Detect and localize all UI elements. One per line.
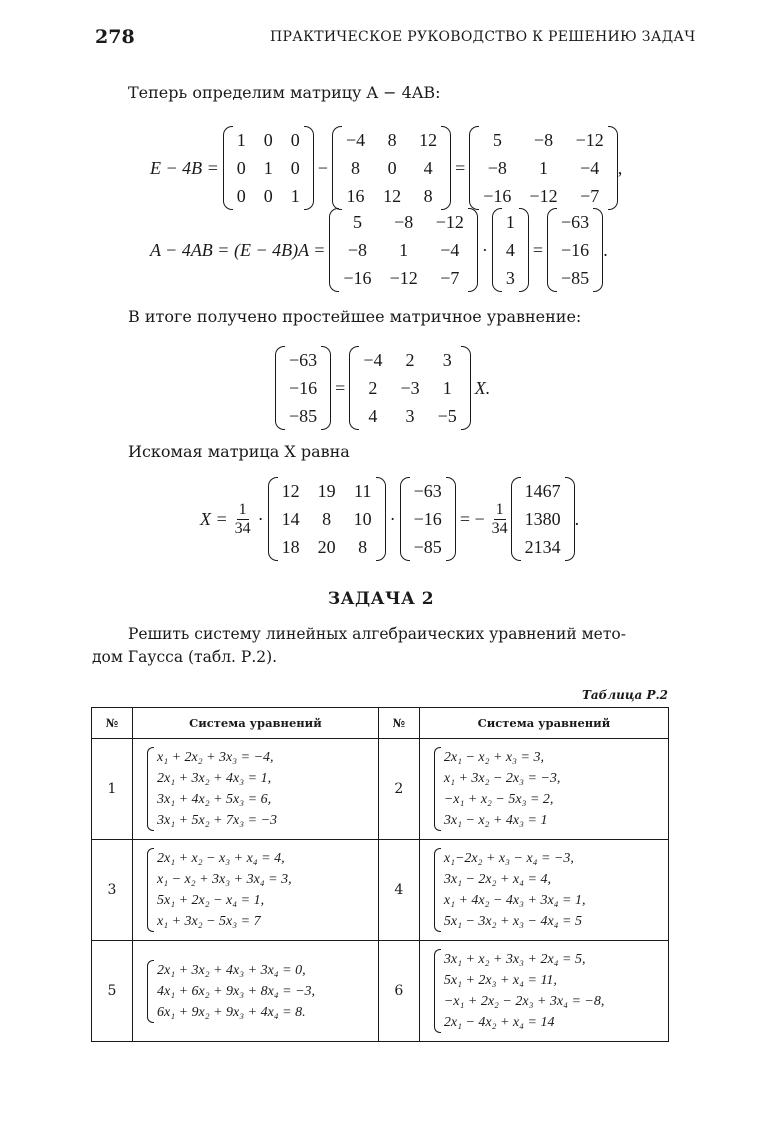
equation-line: 2x₁ + x₂ − x₃ + x₄ = 4,: [157, 851, 285, 866]
matrix-cell: 4: [368, 406, 378, 426]
row-number: 4: [378, 840, 419, 941]
matrix-cell: −4: [440, 240, 460, 260]
matrix-cell: −16: [343, 268, 372, 288]
matrix-cell: 8: [387, 130, 397, 150]
matrix-cell: 1: [290, 186, 300, 206]
matrix-cell: 12: [281, 481, 300, 501]
matrix-cell: 14: [281, 509, 300, 529]
matrix-cell: 1380: [524, 509, 561, 529]
matrix-e-minus-4b: [469, 126, 617, 210]
table-caption: Таблица Р.2: [581, 688, 668, 702]
equation-line: x₁ + 4x₂ − 4x₃ + 3x₄ = 1,: [443, 893, 586, 908]
equation-line: 4x₁ + 6x₂ + 9x₃ + 8x₄ = −3,: [157, 983, 316, 999]
equation-line: −x₁ + 2x₂ − 2x₃ + 3x₄ = −8,: [443, 994, 605, 1009]
matrix-cell: 1: [539, 158, 548, 178]
matrix-cell: 8: [351, 158, 361, 178]
matrix-cell: 12: [419, 130, 438, 150]
matrix-cell: −12: [435, 212, 464, 232]
eq1-tail: ,: [617, 157, 623, 178]
eq4-lhs: X =: [200, 508, 228, 529]
intro-text: Теперь определим матрицу A − 4AB:: [128, 83, 441, 102]
matrix-cell: 2: [405, 350, 415, 370]
matrix-coefficients: [349, 346, 470, 430]
matrix-cell: −85: [289, 406, 318, 426]
vector-x-result: [511, 477, 575, 561]
matrix-cell: −63: [413, 481, 442, 501]
task-text-line-2: дом Гаусса (табл. Р.2).: [92, 648, 278, 666]
col-num-1: №: [92, 708, 133, 739]
matrix-cell: −16: [413, 509, 442, 529]
row-number: 2: [378, 739, 419, 840]
equation-line: 3x₁ − 2x₂ + x₄ = 4,: [443, 872, 551, 887]
seek-text: Искомая матрица X равна: [128, 442, 350, 461]
eq3-equals: =: [335, 377, 346, 398]
matrix-cell: 0: [387, 158, 397, 178]
matrix-cell: −63: [561, 212, 590, 232]
eq3-tail: X.: [474, 377, 491, 398]
eq4-dot: ·: [257, 508, 264, 529]
eq2-dot: ·: [481, 239, 488, 260]
matrix-cell: 16: [346, 186, 365, 206]
matrix-cell: 20: [317, 537, 336, 557]
matrix-cell: −85: [413, 537, 442, 557]
matrix-cell: 10: [353, 509, 372, 529]
vector-result-a: [547, 208, 603, 292]
table-row: [92, 840, 669, 941]
matrix-cell: 5: [352, 212, 362, 232]
table-row: [92, 941, 669, 1042]
matrix-cell: 5: [492, 130, 502, 150]
fraction-1-34: $\frac{1}{34}$: [234, 500, 251, 537]
col-num-2: №: [378, 708, 419, 739]
matrix-cell: 0: [290, 130, 300, 150]
systems-table: [91, 707, 669, 1042]
matrix-cell: −12: [575, 130, 604, 150]
matrix-cell: 3: [405, 406, 415, 426]
fraction-1-34-second: $\frac{1}{34}$: [491, 500, 508, 537]
table-row: [92, 739, 669, 840]
system-cell: [133, 739, 379, 840]
matrix-cell: −5: [437, 406, 457, 426]
matrix-cell: 0: [263, 186, 273, 206]
eq2-tail: .: [603, 239, 608, 260]
task-title: ЗАДАЧА 2: [327, 589, 435, 609]
eq1-equals: =: [455, 157, 466, 178]
matrix-cell: −12: [529, 186, 558, 206]
matrix-cell: −16: [483, 186, 512, 206]
eq4-dot2: ·: [389, 508, 396, 529]
matrix-cell: 8: [423, 186, 433, 206]
matrix-cell: 8: [322, 509, 332, 529]
system-cell: [419, 941, 668, 1042]
matrix-cell: 3: [505, 268, 515, 288]
matrix-identity: [223, 126, 314, 210]
equation-line: 2x₁ + 3x₂ + 4x₃ = 1,: [157, 771, 272, 786]
eq4-equals: = −: [459, 508, 485, 529]
matrix-cell: 2134: [524, 537, 561, 557]
table-header-row: [92, 708, 669, 739]
running-header: ПРАКТИЧЕСКОЕ РУКОВОДСТВО К РЕШЕНИЮ ЗАДАЧ: [270, 29, 696, 45]
equation-x: [200, 477, 579, 561]
eq2-equals: =: [532, 239, 544, 260]
matrix-cell: 1: [399, 240, 409, 260]
equation-line: 3x₁ + 4x₂ + 5x₃ = 6,: [157, 792, 272, 807]
matrix-adjugate: [268, 477, 386, 561]
matrix-cell: 12: [383, 186, 402, 206]
equation-line: 5x₁ − 3x₂ + x₃ − 4x₄ = 5: [443, 914, 582, 929]
row-number: 3: [92, 840, 133, 941]
vector-rhs: [400, 477, 456, 561]
matrix-cell: −8: [487, 158, 507, 178]
matrix-cell: −7: [580, 186, 600, 206]
equation-line: x₁−2x₂ + x₃ − x₄ = −3,: [443, 851, 574, 866]
eq1-lhs: E − 4B =: [150, 157, 219, 178]
equation-line: 2x₁ − 4x₂ + x₄ = 14: [443, 1015, 555, 1030]
matrix-cell: 3: [442, 350, 452, 370]
row-number: 6: [378, 941, 419, 1042]
matrix-cell: 0: [263, 130, 273, 150]
matrix-cell: −4: [345, 130, 366, 150]
vector-a: [492, 208, 529, 292]
matrix-4b: [332, 126, 451, 210]
equation-line: x₁ + 3x₂ − 5x₃ = 7: [157, 914, 261, 929]
equation-matrix-equation: [275, 346, 494, 430]
matrix-cell: −7: [440, 268, 460, 288]
equation-line: 6x₁ + 9x₂ + 9x₃ + 4x₄ = 8.: [157, 1004, 306, 1020]
matrix-cell: −8: [347, 240, 368, 260]
eq4-tail: .: [574, 508, 580, 529]
matrix-cell: −12: [389, 268, 418, 288]
equation-line: −x₁ + x₂ − 5x₃ = 2,: [443, 792, 554, 807]
matrix-cell: 0: [236, 186, 246, 206]
matrix-cell: 0: [290, 158, 300, 178]
matrix-cell: 4: [423, 158, 433, 178]
equation-line: 2x₁ − x₂ + x₃ = 3,: [443, 750, 544, 765]
matrix-cell: 4: [505, 240, 515, 260]
matrix-cell: 11: [353, 481, 372, 501]
matrix-cell: −8: [394, 212, 414, 232]
matrix-cell: −8: [533, 130, 554, 150]
col-system-2: Система уравнений: [419, 708, 668, 739]
equation-line: 5x₁ + 2x₃ + x₄ = 11,: [443, 973, 557, 988]
system-cell: [419, 840, 668, 941]
equation-a-minus-4ab: [150, 208, 608, 292]
matrix-cell: 0: [236, 158, 246, 178]
equation-e-minus-4b: [150, 126, 622, 210]
matrix-cell: −4: [363, 350, 383, 370]
system-cell: [419, 739, 668, 840]
matrix-cell: −3: [400, 378, 420, 398]
matrix-cell: −63: [289, 350, 318, 370]
equation-line: 5x₁ + 2x₂ − x₄ = 1,: [157, 893, 265, 908]
matrix-cell: −16: [561, 240, 590, 260]
matrix-cell: −16: [289, 378, 318, 398]
col-system-1: Система уравнений: [133, 708, 379, 739]
matrix-cell: −85: [561, 268, 590, 288]
matrix-cell: 1: [263, 158, 273, 178]
task-text: Решить систему линейных алгебраических уравнений мето-: [128, 625, 626, 643]
matrix-cell: 1: [442, 378, 452, 398]
row-number: 5: [92, 941, 133, 1042]
matrix-cell: 2: [368, 378, 378, 398]
equation-line: 3x₁ + x₂ + 3x₃ + 2x₄ = 5,: [443, 952, 586, 967]
matrix-cell: 19: [317, 481, 336, 501]
vector-lhs: [275, 346, 331, 430]
equation-line: x₁ + 3x₂ − 2x₃ = −3,: [443, 771, 561, 786]
eq1-minus: −: [317, 157, 328, 178]
matrix-cell: 1: [505, 212, 515, 232]
equation-line: 3x₁ + 5x₂ + 7x₃ = −3: [157, 813, 278, 828]
system-cell: [133, 941, 379, 1042]
matrix-cell: 8: [358, 537, 368, 557]
matrix-cell: 18: [281, 537, 300, 557]
equation-line: 2x₁ + 3x₂ + 4x₃ + 3x₄ = 0,: [157, 962, 306, 978]
row-number: 1: [92, 739, 133, 840]
matrix-cell: 1467: [524, 481, 561, 501]
matrix-e-minus-4b-2: [329, 208, 477, 292]
result-text: В итоге получено простейшее матричное уравнение:: [128, 307, 582, 326]
equation-line: x₁ + 2x₂ + 3x₃ = −4,: [157, 750, 274, 765]
matrix-cell: 1: [236, 130, 246, 150]
equation-line: x₁ − x₂ + 3x₃ + 3x₄ = 3,: [157, 872, 292, 887]
matrix-cell: −4: [580, 158, 600, 178]
system-cell: [133, 840, 379, 941]
eq2-lhs: A − 4AB = (E − 4B)A =: [150, 239, 326, 260]
page-number: 278: [95, 26, 135, 48]
equation-line: 3x₁ − x₂ + 4x₃ = 1: [443, 813, 548, 828]
